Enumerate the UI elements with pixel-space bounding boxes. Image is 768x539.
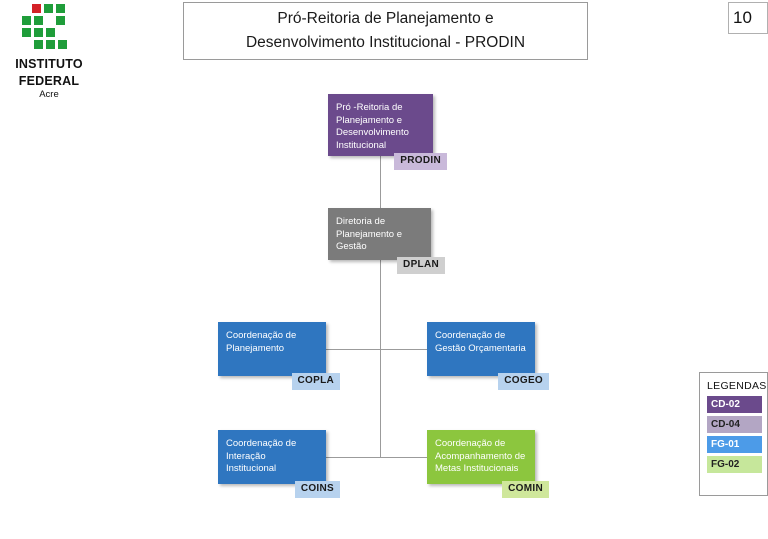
legend-item-cd-04: CD-04 [707, 416, 762, 433]
org-node-copla[interactable] [218, 322, 334, 387]
page-number: 10 [728, 2, 768, 34]
connector-prodin-dplan [380, 156, 381, 208]
page-title-line1: Pró-Reitoria de Planejamento e [277, 10, 494, 27]
org-node-coins-label: Coordenação de Interação Institucional [226, 438, 297, 474]
org-node-dplan-tag: DPLAN [397, 257, 445, 274]
logo-title-line1: INSTITUTO [15, 57, 83, 71]
org-node-prodin[interactable] [328, 94, 441, 167]
org-node-comin-label: Coordenação de Acompanhamento de Metas Institucionais [435, 438, 526, 474]
org-node-dplan-label: Diretoria de Planejamento e Gestão [336, 216, 403, 252]
org-node-prodin-label: Pró -Reitoria de Planejamento e Desenvolvimento Institucional [336, 102, 409, 151]
page-title-box [183, 2, 588, 60]
org-node-prodin-tag: PRODIN [394, 153, 447, 170]
logo-mark-icon [22, 4, 76, 54]
org-node-coins[interactable] [218, 430, 334, 495]
legend-item-fg-02: FG-02 [707, 456, 762, 473]
org-node-copla-tag: COPLA [292, 373, 341, 390]
logo-campus-label: Acre [39, 89, 59, 100]
page-title-line2: Desenvolvimento Institucional - PRODIN [245, 34, 526, 51]
org-node-cogeo-tag: COGEO [498, 373, 549, 390]
org-node-dplan[interactable] [328, 208, 439, 271]
legend-item-cd-02: CD-02 [707, 396, 762, 413]
legend-panel [699, 372, 768, 496]
org-node-coins-tag: COINS [295, 481, 340, 498]
connector-dplan-down [380, 260, 381, 458]
org-node-comin[interactable] [427, 430, 543, 495]
org-node-cogeo[interactable] [427, 322, 543, 387]
institution-logo [6, 4, 92, 101]
legend-title: LEGENDAS [707, 380, 767, 392]
org-node-cogeo-label: Coordenação de Gestão Orçamentaria [435, 330, 526, 354]
legend-item-fg-01: FG-01 [707, 436, 762, 453]
org-node-copla-label: Coordenação de Planejamento [226, 330, 297, 354]
org-node-comin-tag: COMIN [502, 481, 549, 498]
page-title [246, 7, 525, 55]
logo-title-line2: FEDERAL [18, 74, 80, 88]
